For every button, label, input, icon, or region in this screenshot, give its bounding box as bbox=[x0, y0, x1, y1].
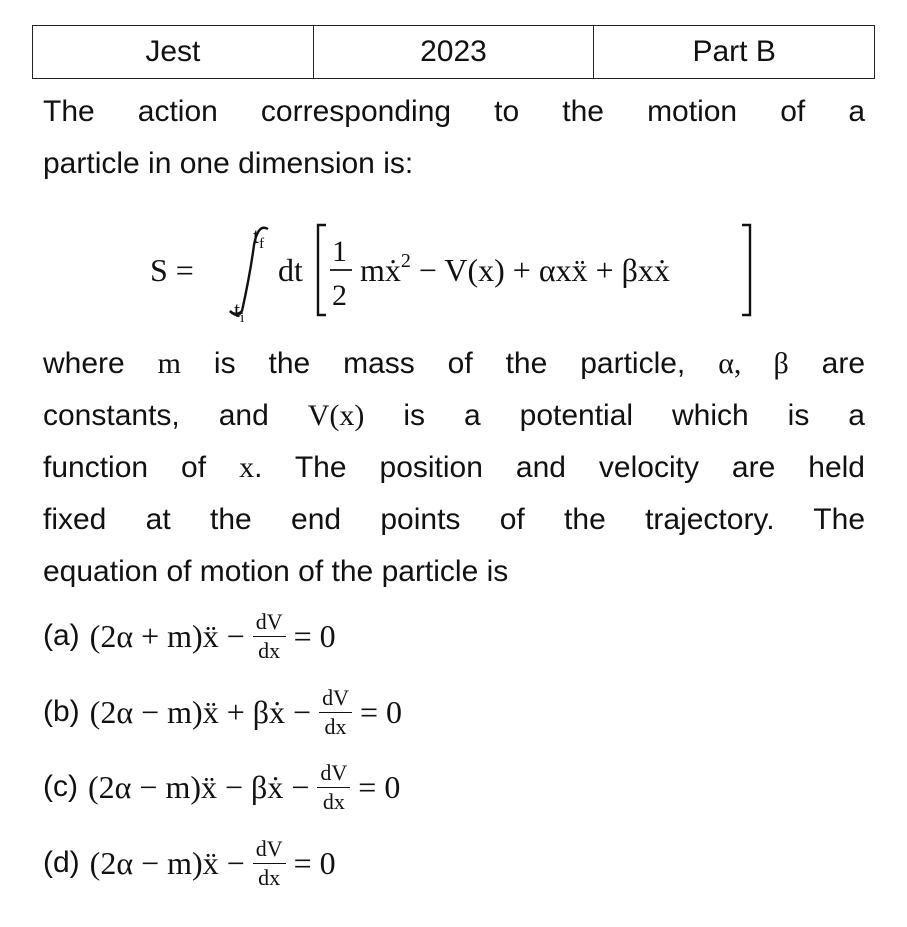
option-b-fraction: $\frac{dV}{dx}$ bbox=[319, 686, 352, 739]
body-line-2: constants, and V(x) is a potential which is a bbox=[43, 399, 865, 432]
fraction-numerator: 1 bbox=[332, 235, 347, 268]
differential: dt bbox=[278, 252, 303, 288]
header-table bbox=[32, 25, 875, 79]
header-source: Jest bbox=[33, 26, 314, 79]
option-d-lhs: (2α − m)ẍ − bbox=[89, 844, 245, 881]
option-b-label: (b) bbox=[43, 695, 80, 728]
option-a-lhs: (2α + m)ẍ − bbox=[89, 617, 245, 654]
body-line-1: where m is the mass of the particle, α, β are bbox=[43, 347, 866, 380]
action-equation bbox=[150, 215, 770, 325]
option-c[interactable] bbox=[43, 757, 400, 817]
right-bracket bbox=[742, 225, 750, 315]
intro-line-2: particle in one dimension is: bbox=[43, 147, 414, 180]
option-d-rhs: = 0 bbox=[293, 844, 336, 881]
equation-lhs: S = bbox=[150, 252, 194, 288]
header-year: 2023 bbox=[313, 26, 594, 79]
option-b-lhs: (2α − m)ẍ + βẋ − bbox=[89, 693, 312, 730]
option-a-fraction: $\frac{dV}{dx}$ bbox=[253, 610, 286, 663]
left-bracket bbox=[318, 225, 326, 315]
option-c-label: (c) bbox=[43, 770, 78, 803]
option-d[interactable] bbox=[43, 833, 336, 893]
option-a-label: (a) bbox=[43, 619, 80, 652]
body-line-4: fixed at the end points of the trajectory. The bbox=[43, 503, 865, 536]
lower-limit: $t_i$ bbox=[234, 297, 245, 325]
body-line-5: equation of motion of the particle is bbox=[43, 555, 509, 588]
integrand-terms: mẋ$^2$ − V(x) + αxẍ + βxẋ bbox=[360, 250, 670, 288]
option-a-rhs: = 0 bbox=[293, 617, 336, 654]
option-b-rhs: = 0 bbox=[359, 693, 402, 730]
option-d-label: (d) bbox=[43, 846, 80, 879]
upper-limit: $t_f$ bbox=[253, 223, 265, 252]
option-c-fraction: $\frac{dV}{dx}$ bbox=[317, 761, 350, 814]
intro-line-1: The action corresponding to the motion of a bbox=[43, 95, 865, 128]
option-b[interactable] bbox=[43, 682, 402, 742]
header-part: Part B bbox=[594, 26, 875, 79]
fraction-denominator: 2 bbox=[332, 279, 347, 312]
option-c-lhs: (2α − m)ẍ − βẋ − bbox=[87, 768, 310, 805]
body-line-3: function of x. The position and velocity are held bbox=[43, 451, 865, 484]
option-c-rhs: = 0 bbox=[358, 768, 401, 805]
option-d-fraction: $\frac{dV}{dx}$ bbox=[253, 837, 286, 890]
option-a[interactable] bbox=[43, 606, 336, 666]
